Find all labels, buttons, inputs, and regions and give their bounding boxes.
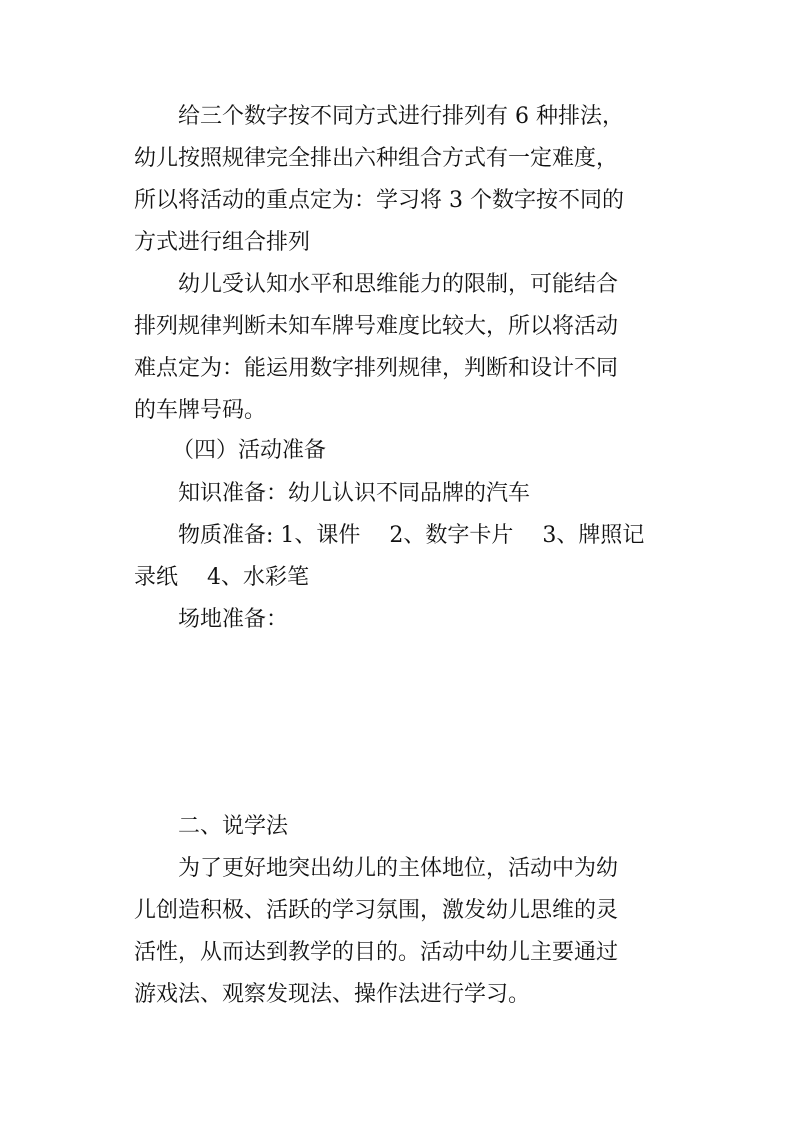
section-heading: （四）活动准备 bbox=[172, 438, 327, 463]
paragraph-line: 游戏法、观察发现法、操作法进行学习。 bbox=[134, 982, 531, 1007]
section-heading: 二、说学法 bbox=[178, 814, 289, 839]
paragraph-line: 给三个数字按不同方式进行排列有 6 种排法， bbox=[178, 104, 624, 129]
paragraph-line: 活性，从而达到教学的目的。活动中幼儿主要通过 bbox=[134, 940, 619, 965]
paragraph-line: 的车牌号码。 bbox=[134, 398, 267, 423]
paragraph-line: 为了更好地突出幼儿的主体地位，活动中为幼 bbox=[178, 856, 619, 881]
paragraph-line: 难点定为：能运用数字排列规律，判断和设计不同 bbox=[134, 356, 619, 381]
paragraph-line: 幼儿受认知水平和思维能力的限制，可能结合 bbox=[178, 272, 619, 297]
paragraph-line: 场地准备： bbox=[178, 607, 289, 632]
paragraph-line: 儿创造积极、活跃的学习氛围，激发幼儿思维的灵 bbox=[134, 898, 619, 923]
paragraph-line: 排列规律判断未知车牌号难度比较大，所以将活动 bbox=[134, 314, 619, 339]
paragraph-line: 方式进行组合排列 bbox=[134, 230, 311, 255]
paragraph-line: 幼儿按照规律完全排出六种组合方式有一定难度， bbox=[134, 146, 619, 171]
paragraph-line: 物质准备: 1、课件 2、数字卡片 3、牌照记 bbox=[178, 523, 645, 548]
paragraph-line: 所以将活动的重点定为：学习将 3 个数字按不同的 bbox=[134, 188, 624, 213]
paragraph-line: 录纸 4、水彩笔 bbox=[134, 565, 309, 590]
paragraph-line: 知识准备：幼儿认识不同品牌的汽车 bbox=[178, 481, 531, 506]
